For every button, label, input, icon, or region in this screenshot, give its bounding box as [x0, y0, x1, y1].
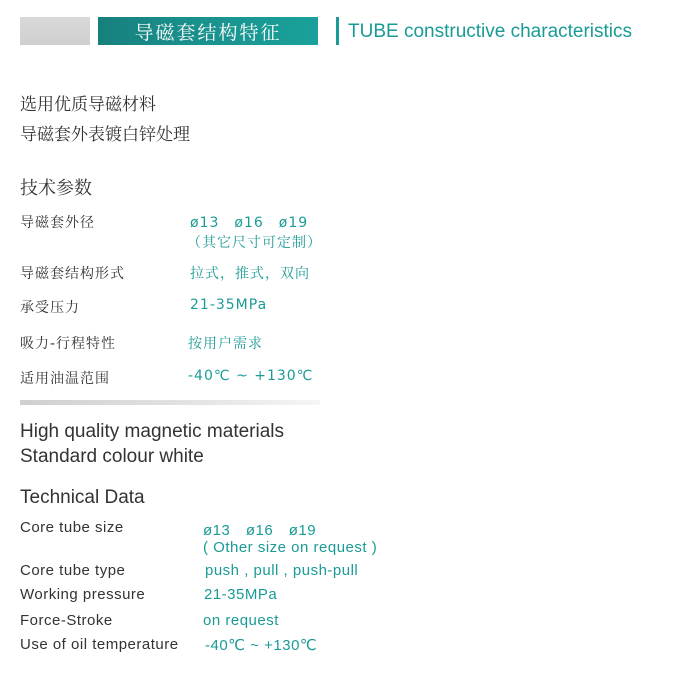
- cn-spec-value-oil-temperature: -40℃ ~ +130℃: [188, 368, 314, 384]
- cn-spec-label-pressure: 承受压力: [20, 300, 80, 316]
- en-intro-line-1: High quality magnetic materials: [20, 421, 285, 442]
- en-spec-value-core-tube-type: push , pull , push-pull: [205, 562, 359, 579]
- cn-spec-value-structure-type: 拉式，推式，双向: [190, 266, 310, 282]
- cn-section-title: 技术参数: [20, 178, 92, 199]
- cn-spec-label-force-stroke: 吸力-行程特性: [20, 336, 117, 352]
- en-spec-label-core-tube-type: Core tube type: [20, 562, 126, 579]
- en-spec-value-core-tube-size-note: ( Other size on request ): [203, 539, 378, 556]
- section-divider: [20, 400, 320, 405]
- en-spec-value-working-pressure: 21-35MPa: [204, 586, 278, 603]
- cn-intro-line-1: 选用优质导磁材料: [20, 95, 156, 115]
- cn-spec-label-outer-diameter: 导磁套外径: [20, 215, 95, 231]
- en-spec-label-core-tube-size: Core tube size: [20, 519, 124, 536]
- en-spec-label-oil-temperature: Use of oil temperature: [20, 636, 179, 653]
- cn-spec-label-structure-type: 导磁套结构形式: [20, 266, 125, 282]
- cn-intro-line-2: 导磁套外表镀白锌处理: [20, 125, 190, 145]
- en-spec-value-core-tube-size: ø13 ø16 ø19: [203, 522, 317, 539]
- en-spec-label-force-stroke: Force-Stroke: [20, 612, 113, 629]
- en-spec-value-oil-temperature: -40℃ ~ +130℃: [205, 637, 318, 654]
- cn-spec-value-force-stroke: 按用户需求: [188, 336, 263, 352]
- cn-spec-value-outer-diameter-note: （其它尺寸可定制）: [187, 235, 322, 251]
- header-divider: [336, 17, 339, 45]
- header-gray-block: [20, 17, 90, 45]
- en-intro-line-2: Standard colour white: [20, 446, 204, 467]
- cn-spec-label-oil-temperature: 适用油温范围: [20, 371, 110, 387]
- header-en-title: TUBE constructive characteristics: [348, 21, 633, 42]
- cn-spec-value-outer-diameter: ø13 ø16 ø19: [190, 215, 309, 231]
- en-spec-label-working-pressure: Working pressure: [20, 586, 146, 603]
- en-section-title: Technical Data: [20, 487, 145, 508]
- cn-spec-value-pressure: 21-35MPa: [190, 297, 268, 313]
- en-spec-value-force-stroke: on request: [203, 612, 279, 629]
- header-cn-title-block: [98, 17, 318, 45]
- header-cn-title: 导磁套结构特征: [134, 21, 282, 44]
